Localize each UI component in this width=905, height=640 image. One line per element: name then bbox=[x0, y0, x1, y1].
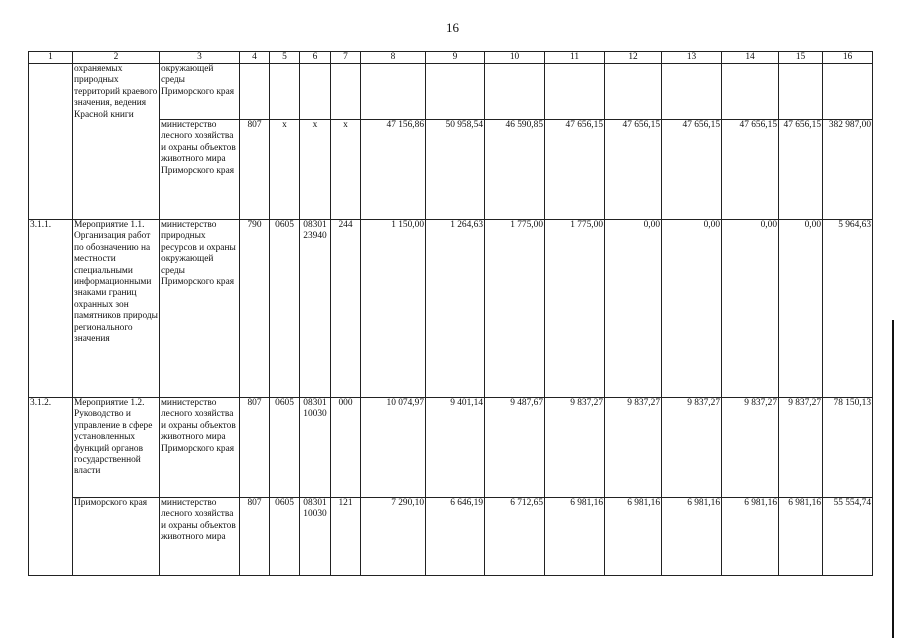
value-cell: 9 837,27 bbox=[605, 398, 662, 498]
value-cell: 0,00 bbox=[662, 220, 722, 398]
value-cell: 1 264,63 bbox=[426, 220, 485, 398]
value-cell: 9 837,27 bbox=[779, 398, 823, 498]
grbs-cell: 807 bbox=[240, 398, 270, 498]
target-article-cell: 08301 10030 bbox=[300, 498, 331, 576]
col-header: 7 bbox=[331, 52, 361, 64]
total-cell: 382 987,00 bbox=[823, 120, 873, 220]
value-cell: 47 656,15 bbox=[545, 120, 605, 220]
table-row bbox=[29, 398, 873, 498]
total-cell: 78 150,13 bbox=[823, 398, 873, 498]
value-cell: 47 656,15 bbox=[662, 120, 722, 220]
expense-type-cell: х bbox=[331, 120, 361, 220]
value-cell: 10 074,97 bbox=[361, 398, 426, 498]
value-cell: 6 981,16 bbox=[722, 498, 779, 576]
total-cell bbox=[823, 64, 873, 120]
col-header: 9 bbox=[426, 52, 485, 64]
measure-name-cell: Мероприятие 1.1. Организация работ по обозначению на местности специальными информационными знаками границ охранных зон памятников природы регионального значения bbox=[73, 220, 160, 398]
value-cell: 6 712,65 bbox=[485, 498, 545, 576]
table-row bbox=[29, 220, 873, 398]
grbs-cell: 807 bbox=[240, 498, 270, 576]
grbs-cell: 790 bbox=[240, 220, 270, 398]
value-cell: 50 958,54 bbox=[426, 120, 485, 220]
value-cell: 6 981,16 bbox=[662, 498, 722, 576]
target-article-cell: х bbox=[300, 120, 331, 220]
expense-type-cell: 244 bbox=[331, 220, 361, 398]
expense-type-cell bbox=[331, 64, 361, 120]
value-cell: 46 590,85 bbox=[485, 120, 545, 220]
value-cell bbox=[662, 64, 722, 120]
section-cell bbox=[270, 64, 300, 120]
measure-name-cell: Приморского края bbox=[73, 498, 160, 576]
value-cell: 0,00 bbox=[779, 220, 823, 398]
col-header: 2 bbox=[73, 52, 160, 64]
col-header: 1 bbox=[29, 52, 73, 64]
col-header: 8 bbox=[361, 52, 426, 64]
value-cell bbox=[545, 64, 605, 120]
value-cell: 47 156,86 bbox=[361, 120, 426, 220]
value-cell: 1 150,00 bbox=[361, 220, 426, 398]
expense-type-cell: 000 bbox=[331, 398, 361, 498]
value-cell: 6 981,16 bbox=[545, 498, 605, 576]
executor-cell: министерство лесного хозяйства и охраны объектов животного мира bbox=[160, 498, 240, 576]
executor-cell: министерство природных ресурсов и охраны окружающей среды Приморского края bbox=[160, 220, 240, 398]
value-cell: 9 401,14 bbox=[426, 398, 485, 498]
grbs-cell: 807 bbox=[240, 120, 270, 220]
value-cell: 9 837,27 bbox=[662, 398, 722, 498]
value-cell: 0,00 bbox=[605, 220, 662, 398]
total-cell: 5 964,63 bbox=[823, 220, 873, 398]
section-cell: 0605 bbox=[270, 220, 300, 398]
col-header: 10 bbox=[485, 52, 545, 64]
col-header: 13 bbox=[662, 52, 722, 64]
value-cell: 9 487,67 bbox=[485, 398, 545, 498]
executor-cell: министерство лесного хозяйства и охраны объектов животного мира Приморского края bbox=[160, 398, 240, 498]
target-article-cell: 08301 10030 bbox=[300, 398, 331, 498]
col-header: 16 bbox=[823, 52, 873, 64]
row-number-cell: 3.1.1. bbox=[29, 220, 73, 398]
value-cell: 7 290,10 bbox=[361, 498, 426, 576]
col-header: 3 bbox=[160, 52, 240, 64]
value-cell: 1 775,00 bbox=[545, 220, 605, 398]
row-number-cell bbox=[29, 64, 73, 220]
column-number-row bbox=[29, 52, 873, 64]
value-cell: 47 656,15 bbox=[779, 120, 823, 220]
value-cell bbox=[779, 64, 823, 120]
value-cell: 6 981,16 bbox=[605, 498, 662, 576]
col-header: 12 bbox=[605, 52, 662, 64]
row-number-cell: 3.1.2. bbox=[29, 398, 73, 576]
section-cell: 0605 bbox=[270, 498, 300, 576]
executor-cell: окружающей среды Приморского края bbox=[160, 64, 240, 120]
grbs-cell bbox=[240, 64, 270, 120]
value-cell bbox=[722, 64, 779, 120]
section-cell: 0605 bbox=[270, 398, 300, 498]
value-cell bbox=[361, 64, 426, 120]
page-number: 16 bbox=[446, 20, 459, 35]
value-cell: 9 837,27 bbox=[545, 398, 605, 498]
expense-type-cell: 121 bbox=[331, 498, 361, 576]
col-header: 11 bbox=[545, 52, 605, 64]
value-cell bbox=[605, 64, 662, 120]
total-cell: 55 554,74 bbox=[823, 498, 873, 576]
budget-table bbox=[28, 51, 873, 576]
col-header: 6 bbox=[300, 52, 331, 64]
measure-name-cell: охраняемых природных территорий краевого значения, ведения Красной книги bbox=[73, 64, 160, 220]
value-cell: 6 981,16 bbox=[779, 498, 823, 576]
margin-scan-line bbox=[892, 320, 894, 638]
measure-name-cell: Мероприятие 1.2. Руководство и управление в сфере установленных функций органов государственной власти bbox=[73, 398, 160, 498]
col-header: 14 bbox=[722, 52, 779, 64]
value-cell bbox=[426, 64, 485, 120]
value-cell: 47 656,15 bbox=[722, 120, 779, 220]
table-row bbox=[29, 498, 873, 576]
col-header: 15 bbox=[779, 52, 823, 64]
value-cell: 0,00 bbox=[722, 220, 779, 398]
target-article-cell bbox=[300, 64, 331, 120]
table-row bbox=[29, 64, 873, 120]
value-cell bbox=[485, 64, 545, 120]
col-header: 4 bbox=[240, 52, 270, 64]
col-header: 5 bbox=[270, 52, 300, 64]
value-cell: 9 837,27 bbox=[722, 398, 779, 498]
value-cell: 1 775,00 bbox=[485, 220, 545, 398]
value-cell: 6 646,19 bbox=[426, 498, 485, 576]
executor-cell: министерство лесного хозяйства и охраны объектов животного мира Приморского края bbox=[160, 120, 240, 220]
target-article-cell: 08301 23940 bbox=[300, 220, 331, 398]
section-cell: х bbox=[270, 120, 300, 220]
value-cell: 47 656,15 bbox=[605, 120, 662, 220]
